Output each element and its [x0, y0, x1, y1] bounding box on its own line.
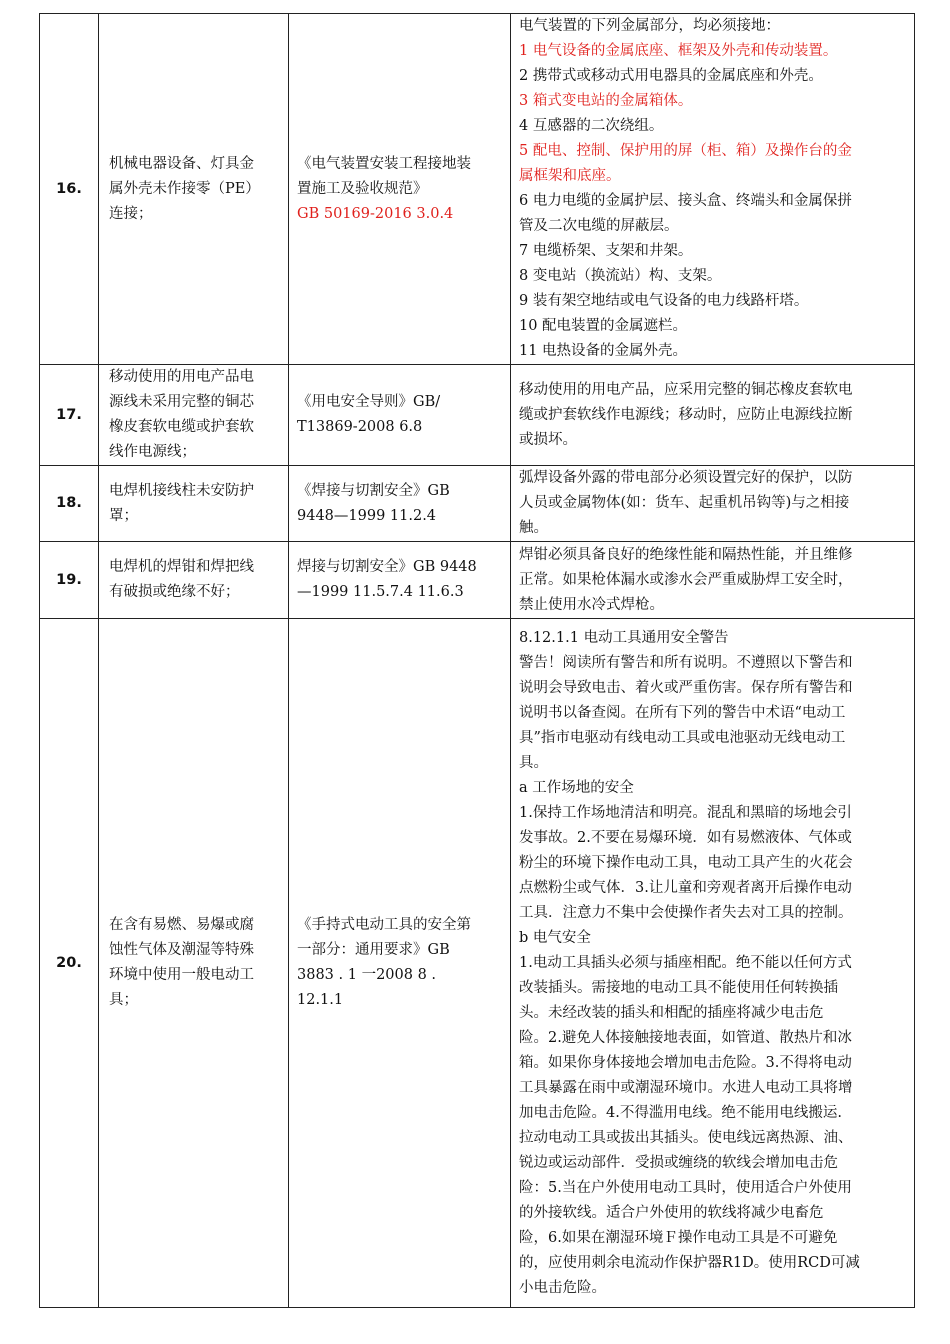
requirement-line: 工具．注意力不集中会使操作者失去对工具的控制。 — [519, 904, 853, 921]
requirement-line: 发事故。2.不要在易爆环境．如有易燃液体、气体或 — [519, 829, 852, 846]
requirement-line: 6 电力电缆的金属护层、接头盒、终端头和金属保拼 — [519, 193, 852, 209]
regulation-line: 《用电安全导则》GB/ — [297, 394, 441, 410]
issue-line: 橡皮套软电缆或护套软 — [109, 419, 254, 435]
requirement-line: 8.12.1.1 电动工具通用安全警告 — [519, 629, 729, 646]
requirement-line: 属框架和底座。 — [519, 168, 621, 184]
requirement-line: a 工作场地的安全 — [519, 779, 634, 796]
issue-line: 源线未采用完整的铜芯 — [109, 394, 254, 410]
issue-cell — [99, 619, 289, 1308]
requirement-line: 7 电缆桥架、支架和井架。 — [519, 243, 693, 259]
row-number: 17. — [40, 365, 99, 466]
regulation-line: T13869-2008 6.8 — [297, 419, 423, 435]
issue-line: 具； — [109, 992, 138, 1008]
requirement-line: 1.电动工具插头必须与插座相配。绝不能以任何方式 — [519, 954, 852, 971]
requirement-line: 警告！阅读所有警告和所有说明。不遵照以下警告和 — [519, 654, 853, 671]
requirement-line: 或损坏。 — [519, 431, 577, 448]
requirement-line: 焊钳必须具备良好的绝缘性能和隔热性能，并且维修 — [519, 546, 853, 563]
requirement-line: 具。 — [519, 754, 548, 771]
requirement-line: 箱。如果你身体接地会增加电击危险。3.不得将电动 — [519, 1054, 852, 1071]
row-number: 16. — [40, 14, 99, 365]
regulation-line: —1999 11.5.7.4 11.6.3 — [297, 584, 464, 600]
table-row — [40, 466, 915, 542]
requirement-line: 险。2.避免人体接触接地表面，如管道、散热片和冰 — [519, 1029, 852, 1046]
regulation-line: 《焊接与切割安全》GB — [297, 482, 450, 499]
requirement-line: 人员或金属物体(如：货车、起重机吊钩等)与之相接 — [519, 495, 850, 511]
regulation-cell — [289, 365, 511, 466]
issue-line: 连接； — [109, 205, 153, 222]
regulation-line: 置施工及验收规范》 — [297, 180, 428, 197]
requirement-line: 管及二次电缆的屏蔽层。 — [519, 218, 679, 234]
requirement-line: 锐边或运动部件．受损或缠绕的软线会增加电击危 — [519, 1154, 838, 1171]
requirement-line: 8 变电站（换流站）构、支架。 — [519, 268, 722, 284]
requirement-line: 拉动电动工具或拔出其插头。使电线远离热源、油、 — [519, 1129, 853, 1146]
requirement-line: 2 携带式或移动式用电器具的金属底座和外壳。 — [519, 68, 823, 84]
issue-cell — [99, 14, 289, 365]
requirement-line: 险，6.如果在潮湿环境Ｆ操作电动工具是不可避免 — [519, 1229, 838, 1246]
requirement-line: 禁止使用水冷式焊枪。 — [519, 596, 664, 613]
issue-line: 环境中使用一般电动工 — [109, 967, 254, 983]
requirement-line: 移动使用的用电产品，应采用完整的铜芯橡皮套软电 — [519, 381, 853, 398]
issue-line: 属外壳未作接零（PE） — [109, 180, 260, 197]
issue-cell — [99, 542, 289, 619]
requirement-line: 点燃粉尘或气体．3.让儿童和旁观者离开后操作电动 — [519, 879, 852, 896]
issue-line: 罩； — [109, 507, 138, 524]
issue-line: 电焊机接线柱未安防护 — [109, 482, 254, 499]
issue-line: 有破损或绝缘不好； — [109, 584, 240, 600]
requirement-line: 弧焊设备外露的带电部分必须设置完好的保护，以防 — [519, 470, 853, 486]
row-number: 18. — [40, 466, 99, 542]
requirement-line: 改装插头。需接地的电动工具不能使用任何转换插 — [519, 979, 838, 996]
regulation-line: GB 50169-2016 3.0.4 — [297, 205, 454, 222]
requirement-line: 9 装有架空地结或电气设备的电力线路杆塔。 — [519, 293, 809, 309]
requirement-line: 1 电气设备的金属底座、框架及外壳和传动装置。 — [519, 43, 838, 59]
regulation-line: 12.1.1 — [297, 992, 344, 1008]
requirement-line: 5 配电、控制、保护用的屏（柜、箱）及操作台的金 — [519, 143, 852, 159]
requirement-line: 具”指市电驱动有线电动工具或电池驱动无线电动工 — [519, 729, 846, 746]
requirement-line: 加电击危险。4.不得滥用电线。绝不能用电线搬运. — [519, 1104, 842, 1121]
issue-line: 蚀性气体及潮湿等特殊 — [109, 942, 254, 958]
requirement-line: 11 电热设备的金属外壳。 — [519, 343, 688, 359]
issue-line: 线作电源线； — [109, 444, 196, 460]
requirement-line: 的，应使用刺余电流动作保护器R1D。使用RCD可减 — [519, 1254, 860, 1271]
requirement-line: 10 配电装置的金属遮栏。 — [519, 318, 688, 334]
issue-line: 电焊机的焊钳和焊把线 — [109, 559, 254, 575]
regulation-cell — [289, 619, 511, 1308]
regulation-line: 《电气装置安装工程接地装 — [297, 155, 471, 172]
table-row — [40, 14, 915, 365]
table-row — [40, 365, 915, 466]
requirement-cell — [511, 14, 915, 365]
requirement-cell — [511, 466, 915, 542]
requirement-line: 缆或护套软线作电源线；移动时，应防止电源线拉断 — [519, 406, 853, 423]
requirement-line: 触。 — [519, 520, 548, 536]
requirement-line: 险：5.当在户外使用电动工具时，使用适合户外使用 — [519, 1179, 852, 1196]
regulation-line: 焊接与切割安全》GB 9448 — [297, 559, 477, 575]
requirement-line: 1.保持工作场地清洁和明亮。混乱和黑暗的场地会引 — [519, 804, 852, 821]
regulation-line: 《手持式电动工具的安全第 — [297, 917, 471, 933]
requirement-line: 头。未经改装的插头和相配的插座将减少电击危 — [519, 1004, 824, 1021]
regulation-cell — [289, 466, 511, 542]
regulation-line: 9448—1999 11.2.4 — [297, 507, 437, 524]
requirement-line: 小电击危险。 — [519, 1279, 606, 1296]
requirement-line: 正常。如果枪体漏水或渗水会严重威胁焊工安全时， — [519, 571, 853, 588]
issue-line: 移动使用的用电产品电 — [109, 369, 254, 385]
table-row — [40, 619, 915, 1308]
requirement-cell — [511, 542, 915, 619]
issue-cell — [99, 365, 289, 466]
requirement-line: 4 互感器的二次绕组。 — [519, 118, 664, 134]
table-body — [40, 14, 915, 1308]
regulation-cell — [289, 542, 511, 619]
regulation-cell — [289, 14, 511, 365]
requirement-line: 粉尘的环境下操作电动工具，电动工具产生的火花会 — [519, 854, 853, 871]
regulation-line: 一部分：通用要求》GB — [297, 942, 450, 958]
requirement-line: 电气装置的下列金属部分，均必须接地： — [519, 18, 780, 34]
requirement-line: 的外接软线。适合户外使用的软线将减少电畜危 — [519, 1204, 824, 1221]
row-number: 19. — [40, 542, 99, 619]
regulation-line: 3883 . 1 一2008 8 . — [297, 967, 437, 983]
requirement-line: 工具暴露在雨中或潮湿环境巾。水进人电动工具将增 — [519, 1079, 853, 1096]
issue-line: 机械电器设备、灯具金 — [109, 155, 254, 172]
requirement-line: 说明会导致电击、着火或严重伤害。保存所有警告和 — [519, 679, 853, 696]
requirement-cell — [511, 619, 915, 1308]
table-row — [40, 542, 915, 619]
regulation-table — [39, 13, 915, 1308]
issue-line: 在含有易燃、易爆或腐 — [109, 917, 254, 933]
requirement-line: 说明书以备查阅。在所有下列的警告中术语“电动工 — [519, 704, 846, 721]
requirement-cell — [511, 365, 915, 466]
requirement-line: 3 箱式变电站的金属箱体。 — [519, 93, 693, 109]
issue-cell — [99, 466, 289, 542]
row-number: 20. — [40, 619, 99, 1308]
requirement-line: b 电气安全 — [519, 929, 591, 946]
